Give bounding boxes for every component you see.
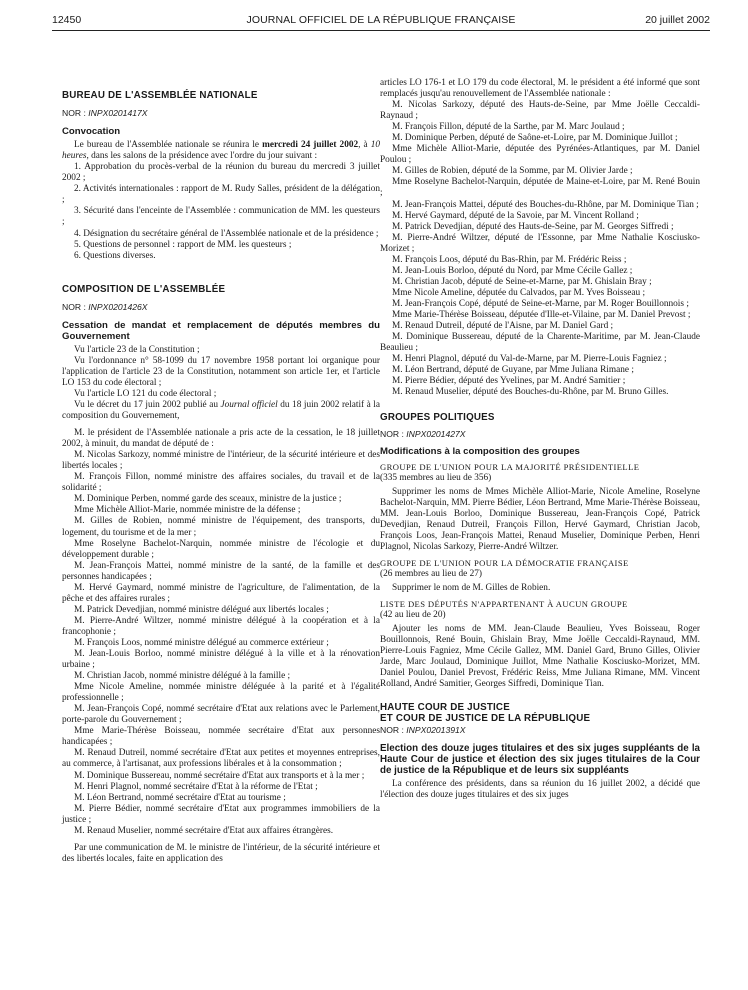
na-list-name: LISTE DES DÉPUTÉS N'APPARTENANT À AUCUN GROUPE xyxy=(380,599,628,610)
replacement-item: M. Renaud Dutreil, député de l'Aisne, par M. Daniel Gard ; xyxy=(392,321,614,332)
page-number: 12450 xyxy=(52,14,82,26)
member-item: Mme Marie-Thérèse Boisseau, nommée secrétaire d'Etat aux personnes handicapées ; xyxy=(62,726,380,748)
decret-paragraph: Vu le décret du 17 juin 2002 publié au Journal officiel du 18 juin 2002 relatif à la composition du Gouvernement, xyxy=(62,399,380,422)
member-item: M. Jean-Louis Borloo, nommé ministre délégué à la ville et à la rénovation urbaine ; xyxy=(62,649,380,671)
composition-title: COMPOSITION DE L'ASSEMBLÉE xyxy=(62,283,226,295)
replacement-item: Mme Michèle Alliot-Marie, députée des Pyrénées-Atlantiques, par M. Daniel Poulou ; xyxy=(380,144,700,166)
udf-group-count: (26 membres au lieu de 27) xyxy=(380,568,482,579)
composition-nor: NOR : INPX0201426X xyxy=(62,301,148,312)
ump-group-text: Supprimer les noms de Mmes Michèle Alliot-Marie, Nicole Ameline, Roselyne Bachelot-Narquin, MM. Pierre Bédier, Léon Bertrand, Mme Marie-Thérèse Boisseau, MM. Jean-Louis Borloo, Dominique Bussereau, Jean-François Copé, Patrick Devedjian, Renaud Dutreil, François Fillon, Hervé Gaymard, Christian Jacob, François Loos, Jean-François Mattei, Renaud Muselier, Dominique Perben, Henri Plagnol, Nicolas Sarkozy, Pierre-André Wiltzer. xyxy=(380,486,700,552)
haute-cour-title-2: ET COUR DE JUSTICE DE LA RÉPUBLIQUE xyxy=(380,713,591,725)
member-item: M. Jean-François Copé, nommé secrétaire d'Etat aux relations avec le Parlement, porte-parole du Gouvernement ; xyxy=(62,704,380,726)
member-item: M. François Fillon, nommé ministre des affaires sociales, du travail et de la solidarité ; xyxy=(62,472,380,494)
agenda-list xyxy=(62,162,380,261)
closing-paragraph: Par une communication de M. le ministre de l'intérieur, de la sécurité intérieure et des libertés locales, faite en application des xyxy=(62,842,380,864)
member-item: M. Gilles de Robien, nommé ministre de l'équipement, des transports, du logement, du tourisme et de la mer ; xyxy=(62,516,380,538)
replacement-item: Mme Roselyne Bachelot-Narquin, députée de Maine-et-Loire, par M. René Bouin ; xyxy=(380,177,700,199)
member-item: Mme Nicole Ameline, nommée ministre déléguée à la parité et à l'égalité professionnelle ; xyxy=(62,682,380,704)
bureau-title: BUREAU DE L'ASSEMBLÉE NATIONALE xyxy=(62,90,258,101)
agenda-item: 3. Sécurité dans l'enceinte de l'Assemblée : communication de MM. les questeurs ; xyxy=(62,206,380,228)
replacement-item: M. Jean-François Mattei, député des Bouches-du-Rhône, par M. Dominique Tian ; xyxy=(392,199,699,210)
continuation-paragraph: articles LO 176-1 et LO 179 du code électoral, M. le président a été informé que sont remplacés jusqu'au renouvellement de l'Assemblée nationale : xyxy=(380,78,700,100)
na-list-text: Ajouter les noms de MM. Jean-Claude Beaulieu, Yves Boisseau, Roger Bouillonnois, René Bouin, Ghislain Bray, Mme Joëlle Ceccaldi-Raynaud, MM. Pierre-Louis Fagniez, Mme Cécile Gallez, MM. Daniel Gard, Bruno Gilles, Olivier Jarde, Marc Joulaud, Dominique Juillot, Mme Nathalie Kosciusko-Morizet, MM. Daniel Poulou, Daniel Prevost, Frédéric Reiss, Mme Juliana Rimane, MM. Vincent Rolland, André Samitier, Georges Siffredi, Dominique Tian. xyxy=(380,624,700,690)
haute-cour-text: La conférence des présidents, dans sa réunion du 16 juillet 2002, a décidé que l'élection des douze juges titulaires et des six juges xyxy=(380,779,700,801)
members-list xyxy=(62,450,380,837)
vu-item: Vu l'ordonnance n° 58-1099 du 17 novembre 1958 portant loi organique pour l'application de l'article 23 de la Constitution, notamment son article 1er, et l'article LO 153 du code électoral ; xyxy=(62,355,380,388)
replacement-item: M. Renaud Muselier, député des Bouches-du-Rhône, par M. Bruno Gilles. xyxy=(392,387,669,398)
replacement-item: M. Pierre-André Wiltzer, député de l'Essonne, par Mme Nathalie Kosciusko-Morizet ; xyxy=(380,232,700,254)
replacement-item: M. Jean-Louis Borloo, député du Nord, par Mme Cécile Gallez ; xyxy=(392,265,633,276)
member-item: M. Léon Bertrand, nommé secrétaire d'Etat au tourisme ; xyxy=(74,792,286,803)
replacement-item: M. Gilles de Robien, député de la Somme, par M. Olivier Jarde ; xyxy=(392,166,633,177)
groupes-title: GROUPES POLITIQUES xyxy=(380,412,495,424)
haute-cour-heading: Election des douze juges titulaires et des six juges suppléants de la Haute Cour de justice et élection des six juges titulaires de la Cour de justice de la République et de leurs six suppléants xyxy=(380,742,700,776)
member-item: M. Dominique Perben, nommé garde des sceaux, ministre de la justice ; xyxy=(74,494,342,505)
vu-item: Vu l'article 23 de la Constitution ; xyxy=(74,344,200,355)
ump-group-name: GROUPE DE L'UNION POUR LA MAJORITÉ PRÉSIDENTIELLE xyxy=(380,461,640,472)
replacement-item: M. Dominique Bussereau, député de la Charente-Maritime, par M. Jean-Claude Beaulieu ; xyxy=(380,332,700,354)
member-item: M. Renaud Muselier, nommé secrétaire d'Etat aux affaires étrangères. xyxy=(74,825,334,836)
member-item: M. Patrick Devedjian, nommé ministre délégué aux libertés locales ; xyxy=(74,604,329,615)
replacement-item: M. Christian Jacob, député de Seine-et-Marne, par M. Ghislain Bray ; xyxy=(392,276,652,287)
member-item: Mme Roselyne Bachelot-Narquin, nommée ministre de l'écologie et du développement durable ; xyxy=(62,538,380,560)
replacement-item: M. Patrick Devedjian, député des Hauts-de-Seine, par M. Georges Siffredi ; xyxy=(392,221,674,232)
replacement-item: M. François Fillon, député de la Sarthe, par M. Marc Joulaud ; xyxy=(392,122,625,133)
haute-cour-title-1: HAUTE COUR DE JUSTICE xyxy=(380,702,510,714)
member-item: M. Dominique Bussereau, nommé secrétaire d'Etat aux transports et à la mer ; xyxy=(74,770,365,781)
replacements-list xyxy=(380,100,700,398)
member-item: M. Pierre-André Wiltzer, nommé ministre délégué à la coopération et à la francophonie ; xyxy=(62,615,380,637)
groupes-nor: NOR : INPX0201427X xyxy=(380,429,466,440)
vus-list xyxy=(62,345,380,400)
vu-item: Vu l'article LO 121 du code électoral ; xyxy=(74,388,217,399)
convocation-intro: Le bureau de l'Assemblée nationale se réunira le mercredi 24 juillet 2002, à 10 heures, dans les salons de la présidence avec l'ordre du jour suivant : xyxy=(62,140,380,162)
agenda-item: 1. Approbation du procès-verbal de la réunion du bureau du mercredi 3 juillet 2002 ; xyxy=(62,162,380,184)
haute-cour-nor: NOR : INPX0201391X xyxy=(380,725,466,736)
replacement-item: M. Dominique Perben, député de Saône-et-Loire, par M. Dominique Juillot ; xyxy=(392,133,678,144)
member-item: M. Hervé Gaymard, nommé ministre de l'agriculture, de l'alimentation, de la pêche et des affaires rurales ; xyxy=(62,582,380,604)
acte-paragraph: M. le président de l'Assemblée nationale a pris acte de la cessation, le 18 juillet 2002, à minuit, du mandat de député de : xyxy=(62,428,380,450)
bureau-nor: NOR : INPX0201417X xyxy=(62,108,148,119)
convocation-heading: Convocation xyxy=(62,126,121,138)
member-item: M. Christian Jacob, nommé ministre délégué à la famille ; xyxy=(74,671,291,682)
left-column xyxy=(62,90,380,865)
replacement-item: M. Jean-François Copé, député de Seine-et-Marne, par M. Roger Bouillonnois ; xyxy=(392,298,689,309)
replacement-item: M. Pierre Bédier, député des Yvelines, par M. André Samitier ; xyxy=(392,376,626,387)
member-item: M. François Loos, nommé ministre délégué au commerce extérieur ; xyxy=(74,637,329,648)
member-item: Mme Michèle Alliot-Marie, nommée ministre de la défense ; xyxy=(74,505,301,516)
udf-group-name: GROUPE DE L'UNION POUR LA DÉMOCRATIE FRANÇAISE xyxy=(380,557,629,568)
member-item: M. Pierre Bédier, nommé secrétaire d'Etat aux programmes immobiliers de la justice ; xyxy=(62,803,380,825)
replacement-item: M. Hervé Gaymard, député de la Savoie, par M. Vincent Rolland ; xyxy=(392,210,639,221)
replacement-item: Mme Nicole Ameline, députée du Calvados, par M. Yves Boisseau ; xyxy=(392,287,646,298)
agenda-item: 4. Désignation du secrétaire général de l'Assemblée nationale et de la présidence ; xyxy=(74,228,379,239)
member-item: M. Henri Plagnol, nommé secrétaire d'Etat à la réforme de l'Etat ; xyxy=(74,781,318,792)
page-header xyxy=(52,14,710,30)
right-column xyxy=(380,78,700,801)
replacement-item: M. Henri Plagnol, député du Val-de-Marne, par M. Pierre-Louis Fagniez ; xyxy=(392,354,667,365)
member-item: M. Renaud Dutreil, nommé secrétaire d'Etat aux petites et moyennes entreprises, au commerce, à l'artisanat, aux professions libérales et à la consommation ; xyxy=(62,748,380,770)
replacement-item: Mme Marie-Thérèse Boisseau, députée d'Ille-et-Vilaine, par M. Daniel Prevost ; xyxy=(392,309,691,320)
agenda-item: 5. Questions de personnel : rapport de MM. les questeurs ; xyxy=(74,239,292,250)
member-item: M. Nicolas Sarkozy, nommé ministre de l'intérieur, de la sécurité intérieure et des libertés locales ; xyxy=(62,450,380,472)
member-item: M. Jean-François Mattei, nommé ministre de la santé, de la famille et des personnes handicapées ; xyxy=(62,560,380,582)
na-list-count: (42 au lieu de 20) xyxy=(380,610,446,621)
issue-date: 20 juillet 2002 xyxy=(645,14,710,26)
agenda-item: 2. Activités internationales : rapport de M. Rudy Salles, président de la délégation ; xyxy=(62,184,380,206)
replacement-item: M. François Loos, député du Bas-Rhin, par M. Frédéric Reiss ; xyxy=(392,254,627,265)
replacement-item: M. Léon Bertrand, député de Guyane, par Mme Juliana Rimane ; xyxy=(392,365,634,376)
journal-title: JOURNAL OFFICIEL DE LA RÉPUBLIQUE FRANÇAISE xyxy=(246,14,516,26)
header-rule xyxy=(52,30,710,31)
ump-group-count: (335 membres au lieu de 356) xyxy=(380,472,492,483)
cessation-heading: Cessation de mandat et remplacement de députés membres du Gouvernement xyxy=(62,319,380,342)
replacement-item: M. Nicolas Sarkozy, député des Hauts-de-Seine, par Mme Joëlle Ceccaldi-Raynaud ; xyxy=(380,100,700,122)
groupes-heading: Modifications à la composition des groupes xyxy=(380,446,580,458)
agenda-item: 6. Questions diverses. xyxy=(74,250,156,261)
udf-group-text: Supprimer le nom de M. Gilles de Robien. xyxy=(392,582,551,593)
